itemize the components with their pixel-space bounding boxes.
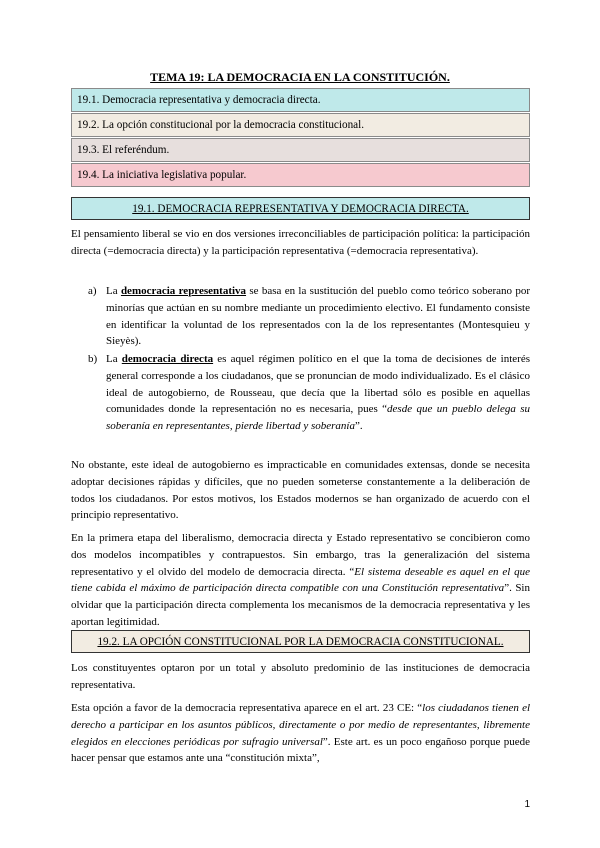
page-title: TEMA 19: LA DEMOCRACIA EN LA CONSTITUCIÓN.: [150, 70, 450, 84]
toc-item: 19.2. La opción constitucional por la democracia constitucional.: [71, 113, 530, 137]
section-heading-1: 19.1. DEMOCRACIA REPRESENTATIVA Y DEMOCRACIA DIRECTA.: [71, 197, 530, 220]
paragraph-4: Los constituyentes optaron por un total y absoluto predominio de las instituciones de democracia representativa.: [71, 662, 530, 691]
list-text: ”.: [355, 420, 363, 433]
quote-text: desde que un pueblo delega su soberanía en representantes, pierde libertad y soberanía: [106, 403, 530, 433]
section-heading-2: 19.2. LA OPCIÓN CONSTITUCIONAL POR LA DEMOCRACIA CONSTITUCIONAL.: [71, 630, 530, 653]
paragraph-text: Esta opción a favor de la democracia representativa aparece en el art. 23 CE: “: [71, 702, 423, 714]
term-democracia-representativa: democracia representativa: [120, 285, 247, 297]
paragraph-2: No obstante, este ideal de autogobierno es impracticable en comunidades extensas, donde se necesita adoptar decisiones rápidas y difíciles, que no pueden someterse constantemente a la deliberación de todos los ciudadanos. Por estos motivos, los Estados modernos se han organizado de acuerdo con el principio representativo.: [71, 459, 530, 522]
page-number: 1: [524, 799, 530, 810]
paragraph-text: En la primera etapa del liberalismo, democracia directa y Estado representativo se concibieron como dos modelos incompatibles y contrapuestos. Sin embargo, tras la generalización del sistema representativo y el olvido del modelo de democracia directa. “: [71, 532, 530, 578]
quote-text: El sistema deseable es aquel en el que tiene cabida el máximo de participación directa compatible con una Constitución representativa: [71, 565, 530, 595]
list-item-a: [88, 283, 531, 350]
list-text: La: [106, 353, 122, 365]
paragraph-text: ”. Este art. es un poco engañoso porque puede hacer pensar que estamos ante una “constitución mixta”,: [71, 735, 530, 765]
list-item-b: [88, 351, 530, 435]
list-marker: a): [88, 285, 97, 297]
toc-item: 19.3. El referéndum.: [71, 138, 530, 162]
term-democracia-directa: democracia directa: [121, 353, 214, 365]
list-text: se basa en la sustitución del pueblo como teórico soberano por minorías que actúan en su nombre mediante un procedimiento electivo. El fundamento consiste en identificar la voluntad de los representados con la de los representantes (Montesquieu y Sieyès).: [106, 285, 531, 348]
quote-text: los ciudadanos tienen el derecho a participar en los asuntos públicos, directamente o por medio de representantes, libremente elegidos en elecciones periódicas por sufragio universal: [71, 702, 531, 748]
list-text: es aquel régimen político en el que la toma de decisiones de interés general corresponde a los ciudadanos, que se pronuncian de modo individualizado. Es el clásico ideal de autogobierno, de Rousseau, que decía que la libertad sólo es posible en aquellas comunidades donde la representación no es necesaria, pues “: [106, 353, 530, 416]
paragraph-3: [71, 530, 530, 631]
paragraph-text: ”. Sin olvidar que la participación directa complementa los mecanismos de la democracia representativa y les aportan legitimidad.: [71, 582, 530, 628]
toc-item: 19.1. Democracia representativa y democracia directa.: [71, 88, 530, 112]
paragraph-5: [71, 700, 530, 767]
list-text: La: [106, 285, 121, 297]
paragraph-intro: El pensamiento liberal se vio en dos versiones irreconciliables de participación política: la participación directa (=democracia directa) y la participación representativa (=democracia representativa).: [71, 228, 530, 257]
toc-item: 19.4. La iniciativa legislativa popular.: [71, 163, 530, 187]
list-marker: b): [88, 353, 98, 365]
table-of-contents: [71, 88, 530, 188]
